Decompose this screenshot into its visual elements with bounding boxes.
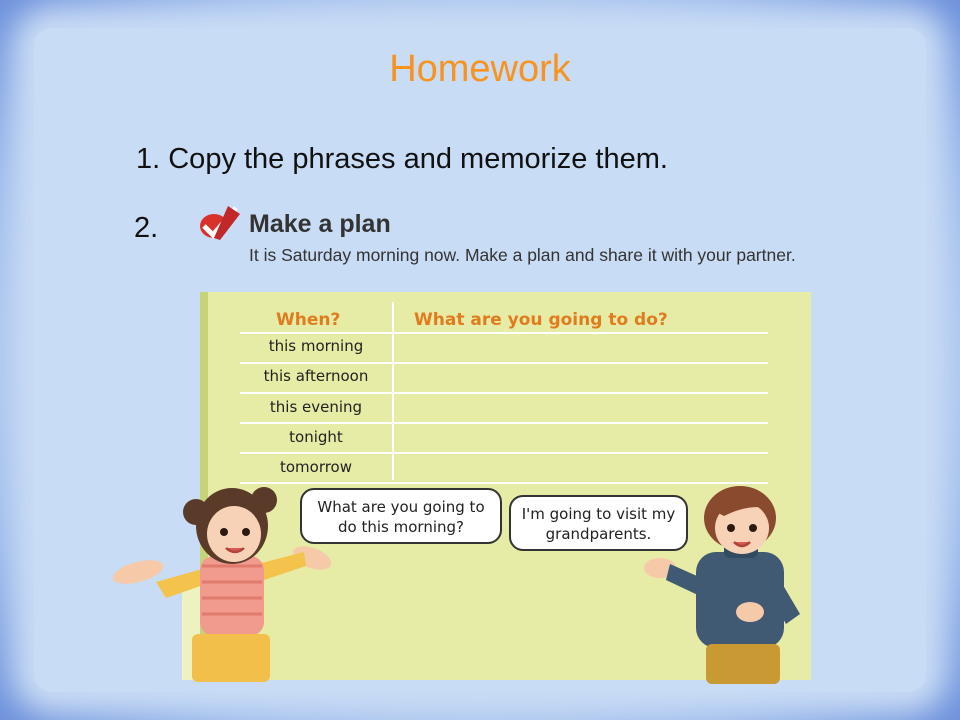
checkmark-pencil-icon xyxy=(198,204,244,244)
table-rule xyxy=(240,332,768,334)
table-row-label: this evening xyxy=(269,398,363,416)
table-header-what: What are you going to do? xyxy=(414,310,668,330)
table-rule xyxy=(240,362,768,364)
table-row-label: tomorrow xyxy=(279,458,353,476)
table-rule xyxy=(240,422,768,424)
plan-title: Make a plan xyxy=(249,210,391,238)
table-row-label: tonight xyxy=(289,428,343,446)
question-speech-bubble: What are you going to do this morning? xyxy=(300,488,502,544)
table-row-label: this afternoon xyxy=(263,367,369,385)
plan-description: It is Saturday morning now. Make a plan and share it with your partner. xyxy=(249,245,796,265)
table-rule xyxy=(240,452,768,454)
homework-task-2-number: 2. xyxy=(134,212,159,244)
homework-task-1: 1. Copy the phrases and memorize them. xyxy=(136,143,668,175)
table-row-label: this morning xyxy=(268,337,364,355)
table-header-when: When? xyxy=(276,310,341,330)
slide-title: Homework xyxy=(389,48,571,90)
table-rule xyxy=(240,392,768,394)
answer-speech-bubble: I'm going to visit my grandparents. xyxy=(509,495,688,551)
